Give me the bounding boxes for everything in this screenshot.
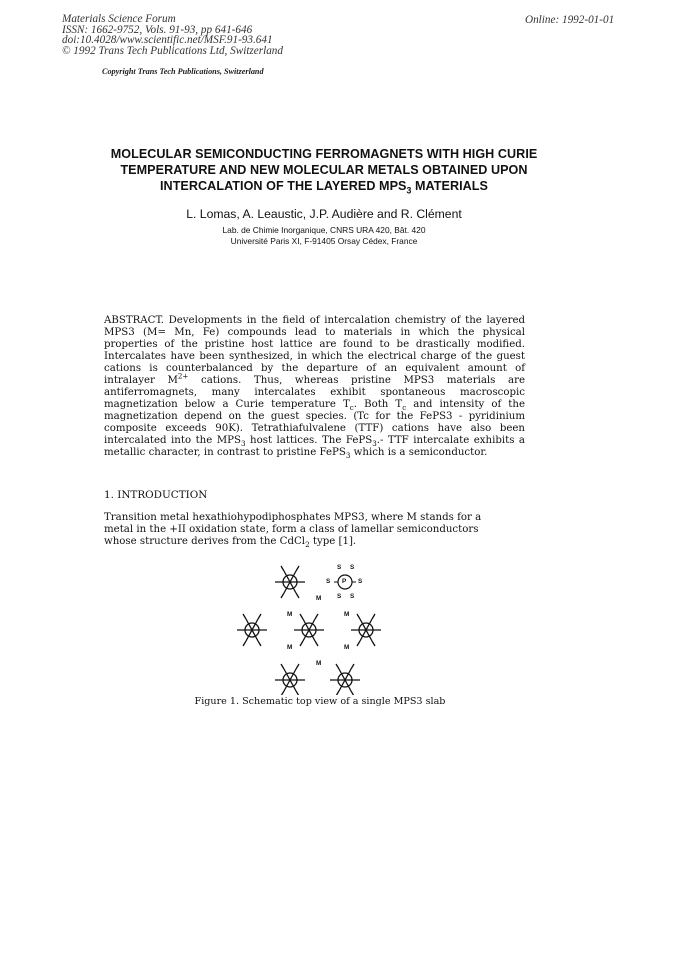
affiliation-line-1: Lab. de Chimie Inorganique, CNRS URA 420, Bât. 420 (222, 225, 426, 235)
metal-label: M (287, 611, 293, 618)
copyright-line: © 1992 Trans Tech Publications Ltd, Switzerland (62, 44, 283, 57)
title-line-2: TEMPERATURE AND NEW MOLECULAR METALS OBTAINED UPON (120, 163, 528, 177)
sulfur-label: S (326, 578, 331, 585)
metal-label: M (287, 644, 293, 651)
doi-line: doi:10.4028/www.scientific.net/MSF.91-93.641 (62, 34, 273, 47)
affiliation (84, 225, 564, 247)
mps3-slab-schematic (230, 555, 410, 695)
paper-title (84, 146, 564, 194)
affiliation-line-2: Université Paris XI, F-91405 Orsay Cédex, France (230, 236, 418, 246)
journal-name: Materials Science Forum (62, 13, 176, 25)
abstract-line: properties of the pristine host lattice are found to be drastically modified. (104, 339, 525, 350)
abstract-line: intralayer $M^{2+}$ cations. Thus, whereas pristine MPS3 materials are (104, 371, 525, 386)
introduction-paragraph (104, 512, 494, 548)
abstract-line: MPS3 (M= Mn, Fe) compounds lead to materials in which the physical (104, 327, 525, 338)
metal-label: M (344, 611, 350, 618)
sulfur-label: S (350, 564, 355, 571)
sulfur-label: S (337, 564, 342, 571)
figure-1 (230, 555, 410, 695)
abstract-line: metallic character, in contrast to pristine FePS$_3$ which is a semiconductor. (104, 447, 488, 461)
metal-label: M (344, 644, 350, 651)
abstract-line: Intercalates have been synthesized, in which the electrical charge of the guest (104, 351, 525, 362)
abstract-line: composite exceeds 90K). Tetrathiafulvalene (TTF) cations have also been (104, 423, 525, 434)
sulfur-label: S (350, 593, 355, 600)
p2s6-unit-icon (275, 664, 305, 695)
publisher-copyright: Copyright Trans Tech Publications, Switzerland (102, 67, 264, 76)
authors: L. Lomas, A. Leaustic, J.P. Audière and R. Clément (186, 207, 462, 221)
body-line: Transition metal hexathiohypodiphosphates MPS3, where M stands for a (104, 512, 482, 523)
abstract-line: antiferromagnets, many intercalates exhibit spontaneous macroscopic (104, 387, 525, 398)
body-line: whose structure derives from the CdCl$_2$ type [1]. (104, 536, 357, 550)
sulfur-label: S (358, 578, 363, 585)
journal-metadata (62, 14, 283, 56)
p2s6-unit-icon (294, 614, 324, 646)
p2s6-unit-icon (351, 614, 381, 646)
title-line-3: INTERCALATION OF THE LAYERED $MPS_3$ MATERIALS (160, 179, 488, 196)
metal-label: M (316, 595, 322, 602)
abstract-line: ABSTRACT. Developments in the field of intercalation chemistry of the layered (104, 315, 525, 326)
title-line-1: MOLECULAR SEMICONDUCTING FERROMAGNETS WITH HIGH CURIE (110, 147, 538, 161)
metal-label: M (316, 660, 322, 667)
abstract-line: intercalated into the $MPS_3$ host lattices. The FePS$_3$.- TTF intercalate exhibits a (104, 435, 525, 449)
phosphorus-label: P (342, 578, 347, 585)
abstract (104, 315, 525, 459)
p2s6-unit-icon (237, 614, 267, 646)
figure-caption: Figure 1. Schematic top view of a single MPS3 slab (194, 696, 446, 707)
abstract-line: cations is counterbalanced by the departure of an equivalent amount of (104, 363, 525, 374)
abstract-line: magnetization depend on the guest species. (Tc for the FePS3 - pyridinium (104, 411, 525, 422)
section-heading: 1. INTRODUCTION (104, 489, 208, 501)
body-line: metal in the +II oxidation state, form a class of lamellar semiconductors (104, 524, 479, 535)
issn-line: ISSN: 1662-9752, Vols. 91-93, pp 641-646 (62, 23, 253, 36)
online-date: Online: 1992-01-01 (525, 14, 615, 26)
p2s6-unit-icon (330, 664, 360, 695)
p2s6-unit-icon (275, 566, 305, 598)
abstract-line: magnetization below a Curie temperature $T_c$. Both $T_c$ and intensity of the (104, 399, 525, 413)
sulfur-label: S (337, 593, 342, 600)
